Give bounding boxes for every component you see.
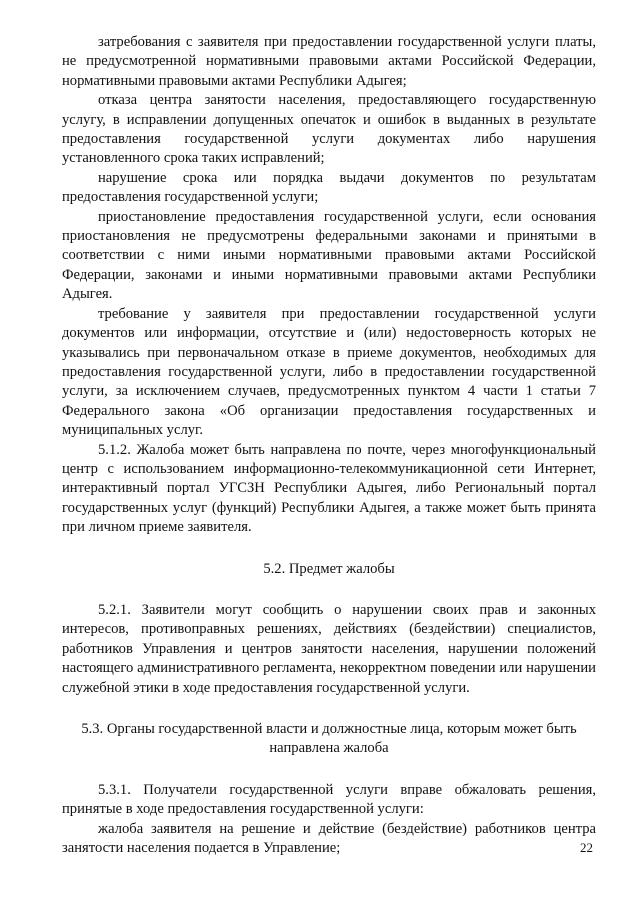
paragraph-5-3-1: 5.3.1. Получатели государственной услуги вправе обжаловать решения, принятые в ходе предоставления государственной услуги: — [62, 781, 596, 818]
section-heading-5-2: 5.2. Предмет жалобы — [263, 560, 395, 577]
paragraph-5-1-2: 5.1.2. Жалоба может быть направлена по почте, через многофункциональный центр с использованием информационно-телекоммуникационной сети Интернет, интерактивный портал УГСЗН Республики Адыгея, либо Региональный портал государственных услуг (функций) Республики Адыгея, а также может быть принята при личном приеме заявителя. — [62, 441, 596, 536]
document-body — [62, 33, 596, 858]
paragraph-complaint-to-department: жалоба заявителя на решение и действие (бездействие) работников центра занятости населения подается в Управление; — [62, 820, 596, 857]
section-heading-5-3-line2: направлена жалоба — [269, 740, 389, 757]
page-number: 22 — [580, 840, 593, 855]
paragraph-5-2-1: 5.2.1. Заявители могут сообщить о нарушении своих прав и законных интересов, противоправных решениях, действиях (бездействии) специалистов, работников Управления и центров занятости населения, нарушении положений настоящего административного регламента, некорректном поведении или нарушении служебной этики в ходе предоставления государственной услуги. — [62, 601, 596, 696]
paragraph-correction-refusal: отказа центра занятости населения, предоставляющего государственную услугу, в исправлении допущенных опечаток и ошибок в выданных в результате предоставления государственной услуги документах либо нарушения установленного срока таких исправлений; — [62, 92, 596, 167]
paragraph-delivery-violation: нарушение срока или порядка выдачи документов по результатам предоставления государственной услуги; — [62, 169, 596, 206]
paragraph-document-demand: требование у заявителя при предоставлении государственной услуги документов или информации, отсутствие и (или) недостоверность которых не указывались при первоначальном отказе в приеме документов, необходимых для предоставления государственной услуги, либо в предоставлении государственной услуги, за исключением случаев, предусмотренных пунктом 4 части 1 статьи 7 Федерального закона «Об организации предоставления государственных и муниципальных услуг. — [62, 305, 596, 439]
paragraph-fee-demand: затребования с заявителя при предоставлении государственной услуги платы, не предусмотренной нормативными правовыми актами Российской Федерации, нормативными правовыми актами Республики Адыгея; — [62, 34, 596, 89]
paragraph-suspension: приостановление предоставления государственной услуги, если основания приостановления не предусмотрены федеральными законами и принятыми в соответствии с ними иными нормативными правовыми актами Российской Федерации, законами и иными нормативными правовыми актами Республики Адыгея. — [62, 208, 596, 303]
section-heading-5-3-line1: 5.3. Органы государственной власти и должностные лица, которым может быть — [81, 721, 577, 737]
section-heading-5-3 — [62, 720, 596, 759]
